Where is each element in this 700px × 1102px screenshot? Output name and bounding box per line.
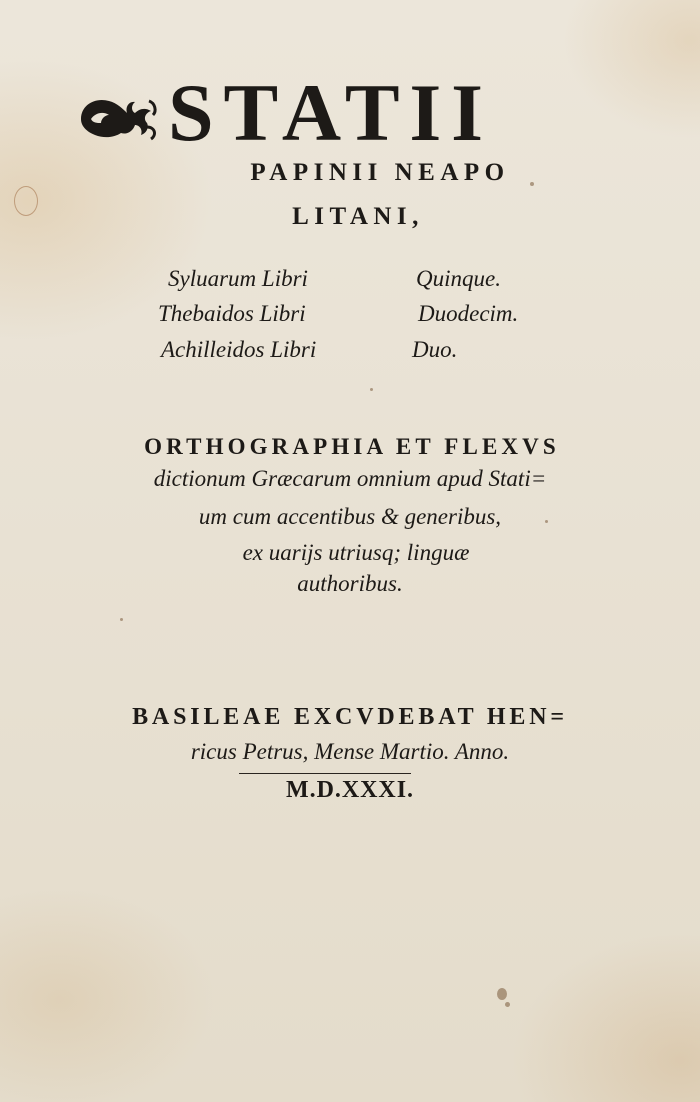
paper-speck (120, 618, 123, 621)
fleuron-icon (77, 93, 159, 143)
book-count-duodecim: Duodecim. (418, 301, 519, 326)
books-list (0, 266, 700, 366)
subtitle-caps-line: ORTHOGRAPHIA ET FLEXVS (144, 434, 560, 459)
paper-speck (530, 182, 534, 186)
paper-speck (370, 388, 373, 391)
paper-speck (505, 1002, 510, 1007)
book-title-achilleidos: Achilleidos Libri (161, 337, 317, 362)
subtitle-line-1: dictionum Græcarum omnium apud Stati= (153, 466, 547, 491)
book-title-syluarum: Syluarum Libri (168, 266, 308, 291)
imprint-year: M.D.XXXI. (286, 777, 414, 803)
book-count-duo: Duo. (412, 337, 458, 362)
title-litani: LITANI, (292, 203, 424, 230)
paper-stain (14, 186, 38, 216)
title-papinii: PAPINII NEAPO (250, 159, 510, 186)
subtitle-line-3: ex uarijs utriusq; linguæ (242, 540, 470, 565)
subtitle-line-4: authoribus. (297, 571, 403, 596)
book-count-quinque: Quinque. (416, 266, 501, 291)
imprint-line-1: BASILEAE EXCVDEBAT HEN= (132, 704, 568, 730)
subtitle-line-2: um cum accentibus & generibus, (198, 504, 502, 529)
book-title-thebaidos: Thebaidos Libri (158, 301, 306, 326)
paper-speck (545, 520, 548, 523)
imprint-line-2: ricus Petrus, Mense Martio. Anno. (190, 739, 510, 764)
imprint-rule (239, 773, 411, 774)
title-statii: STATII (168, 67, 493, 158)
paper-speck (497, 988, 507, 1000)
